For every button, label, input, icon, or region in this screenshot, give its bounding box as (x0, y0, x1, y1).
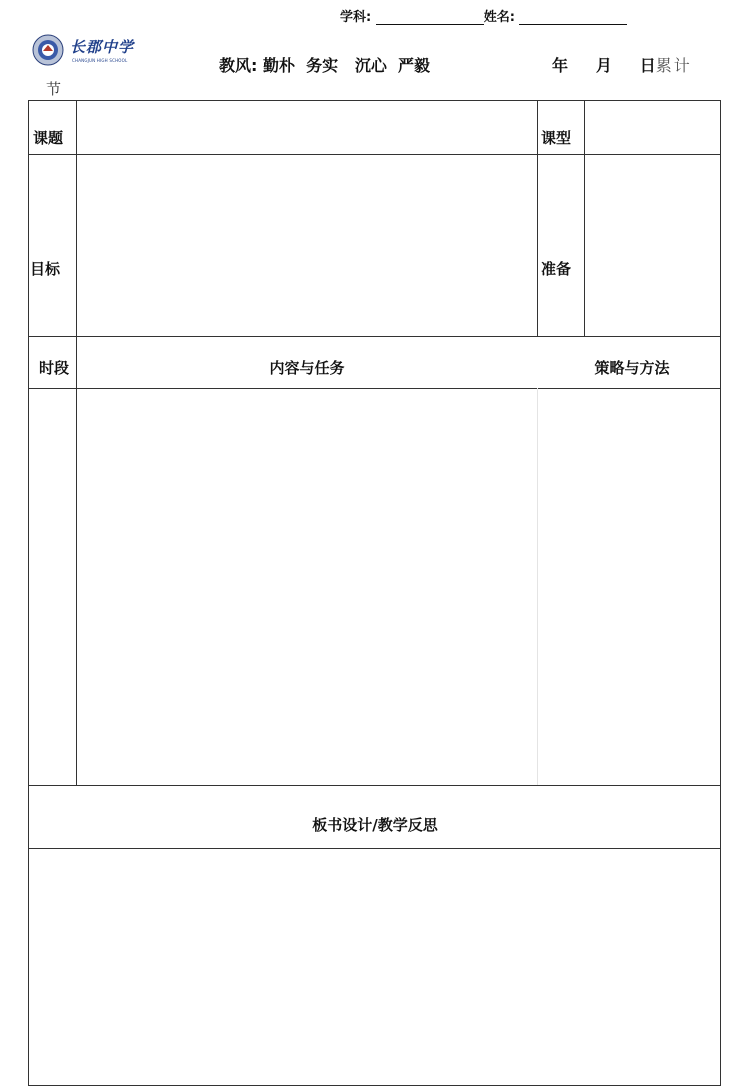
topic-label: 课题 (33, 129, 64, 147)
objective-label: 目标 (30, 260, 61, 278)
date-line (552, 53, 692, 76)
column-divider (537, 101, 538, 336)
school-name-logo-text: 长郡中学 (70, 38, 135, 56)
row-divider (29, 336, 720, 337)
lesson-type-field[interactable] (585, 101, 721, 154)
subject-label: 学科: (340, 10, 372, 25)
name-blank[interactable] (519, 10, 627, 25)
lesson-type-label: 课型 (541, 129, 572, 147)
board-design-reflection-label: 板书设计/教学反思 (312, 816, 438, 834)
cumulative-label: 累计 (655, 56, 692, 75)
date-text: 年 月 日 (552, 56, 656, 75)
school-logo-icon (32, 34, 64, 66)
objective-field[interactable] (77, 155, 537, 336)
board-reflection-field[interactable] (29, 849, 721, 1085)
preparation-label: 准备 (541, 260, 572, 278)
strategy-label: 策略与方法 (594, 359, 670, 377)
strategy-field[interactable] (538, 389, 721, 785)
section-label: 节 (46, 80, 62, 98)
subject-name-line (340, 6, 627, 25)
row-divider (29, 785, 720, 786)
period-field[interactable] (29, 389, 76, 785)
school-name-en: CHANGJUN HIGH SCHOOL (72, 58, 128, 63)
subject-blank[interactable] (376, 10, 484, 25)
teaching-motto: 教风: 勤朴 务实 沉心 严毅 (219, 56, 430, 75)
lesson-plan-table (28, 100, 721, 1086)
period-label: 时段 (39, 359, 70, 377)
preparation-field[interactable] (585, 155, 721, 336)
content-label: 内容与任务 (269, 359, 345, 377)
name-label: 姓名: (483, 10, 515, 25)
topic-field[interactable] (77, 101, 537, 154)
content-field[interactable] (77, 389, 537, 785)
